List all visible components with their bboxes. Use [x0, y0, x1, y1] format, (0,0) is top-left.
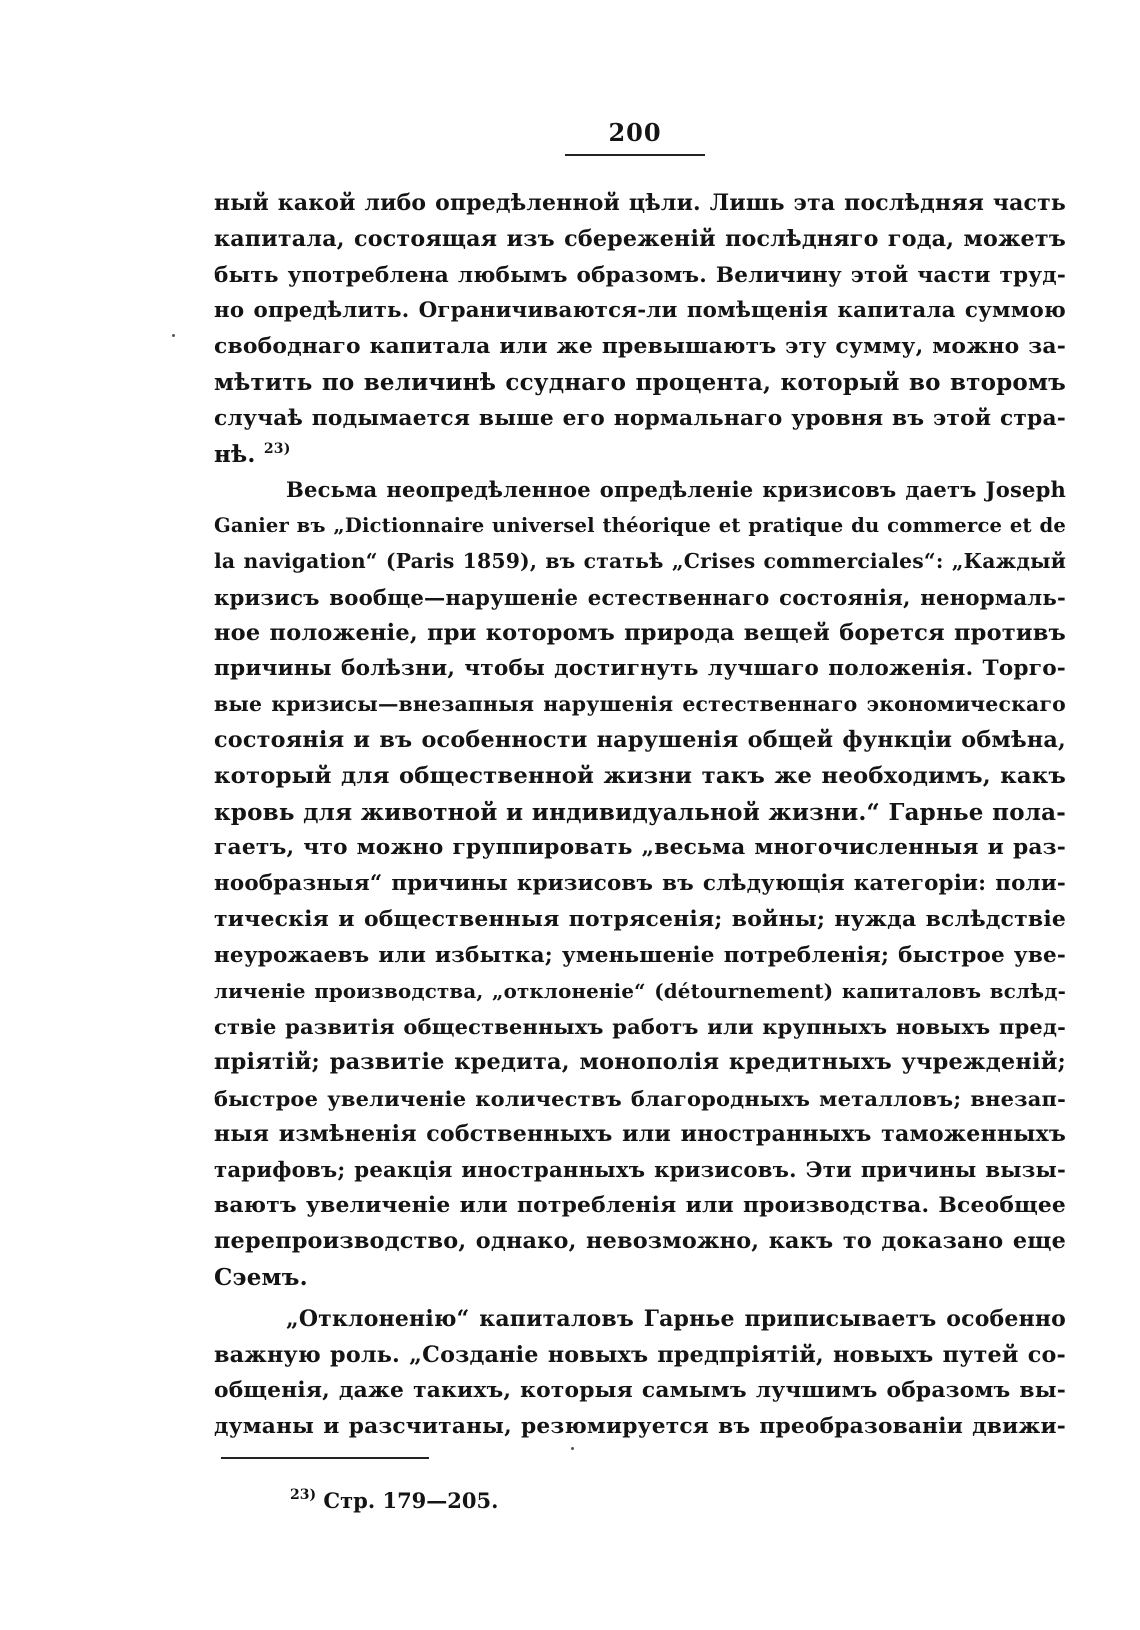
text-line: тическія и общественныя потрясенія; войны; нужда вслѣдствіе: [214, 905, 1066, 932]
footnote-separator: [221, 1457, 429, 1459]
text-line: „Отклоненію“ капиталовъ Гарнье приписываетъ особенно: [286, 1305, 1066, 1332]
footnote-text: Стр. 179—205.: [316, 1488, 499, 1513]
text-line: тарифовъ; реакція иностранныхъ кризисовъ. Эти причины вызы-: [214, 1157, 1066, 1183]
text-line: вые кризисы—внезапныя нарушенія естественнаго экономическаго: [214, 692, 1066, 717]
text-line: который для общественной жизни такъ же необходимъ, какъ: [214, 762, 1066, 789]
paragraph-garnier: [214, 472, 1066, 1295]
text-line: свободнаго капитала или же превышаютъ эту сумму, можно за-: [214, 333, 1066, 360]
text-line: случаѣ подымается выше его нормальнаго уровня въ этой стра-: [214, 405, 1066, 431]
text-line: Сэемъ.: [214, 1263, 308, 1291]
text-line: ныя измѣненія собственныхъ или иностранныхъ таможенныхъ: [214, 1120, 1066, 1147]
text-line: гаетъ, что можно группировать „весьма многочисленныя и раз-: [214, 835, 1066, 861]
text-line: перепроизводство, однако, невозможно, какъ то доказано еще: [214, 1228, 1066, 1255]
text-line: [214, 437, 1066, 473]
text-line: личеніе производства, „отклоненіе“ (détournement) капиталовъ вслѣд-: [214, 978, 1066, 1003]
text-line: la navigation“ (Paris 1859), въ статьѣ „Crises commerciales“: „Каждый: [214, 548, 1066, 573]
footnote: [290, 1488, 498, 1513]
paragraph-continuation: [214, 186, 1066, 472]
text-line: нообразныя“ причины кризисовъ въ слѣдующія категоріи: поли-: [214, 871, 1066, 897]
scan-speck: [172, 334, 175, 337]
text-line: ное положеніе, при которомъ природа вещей борется противъ: [214, 619, 1066, 646]
text-line: состоянія и въ особенности нарушенія общей функціи обмѣна,: [214, 726, 1066, 753]
page-number: 200: [608, 118, 662, 147]
text-line: мѣтить по величинѣ ссуднаго процента, который во второмъ: [214, 368, 1066, 396]
text-line: думаны и разсчитаны, резюмируется въ преобразованіи движи-: [214, 1414, 1066, 1440]
paragraph-deviation: [214, 1302, 1066, 1445]
text-line: капитала, состоящая изъ сбереженій послѣдняго года, можетъ: [214, 225, 1066, 252]
footnote-reference[interactable]: 23): [263, 440, 291, 457]
text-line: Весьма неопредѣленное опредѣленіе кризисовъ даетъ Joseph: [286, 477, 1066, 503]
text-line: кризисъ вообще—нарушеніе естественнаго состоянія, ненормаль-: [214, 584, 1066, 610]
text-line: важную роль. „Созданіе новыхъ предпріятій, новыхъ путей со-: [214, 1341, 1066, 1368]
footnote-marker: 23): [290, 1487, 317, 1503]
text-line: ваютъ увеличеніе или потребленія или производства. Всеобщее: [214, 1193, 1066, 1219]
text-line: пріятій; развитіе кредита, монополія кредитныхъ учрежденій;: [214, 1049, 1066, 1076]
page-number-rule: [565, 154, 705, 156]
text-line: быть употреблена любымъ образомъ. Величину этой части труд-: [214, 262, 1066, 288]
text-line: неурожаевъ или избытка; уменьшеніе потребленія; быстрое уве-: [214, 942, 1066, 968]
text-line-end: нѣ.: [214, 440, 256, 468]
text-line: но опредѣлить. Ограничиваются-ли помѣщенія капитала суммою: [214, 298, 1066, 324]
text-line: общенія, даже такихъ, которыя самымъ лучшимъ образомъ вы-: [214, 1378, 1066, 1404]
text-line: Ganier въ „Dictionnaire universel théorique et pratique du commerce et de: [214, 514, 1066, 538]
text-line: причины болѣзни, чтобы достигнуть лучшаго положенія. Торго-: [214, 656, 1066, 682]
scan-speck: [571, 1447, 574, 1450]
text-line: ный какой либо опредѣленной цѣли. Лишь эта послѣдняя часть: [214, 190, 1066, 216]
text-line: быстрое увеличеніе количествъ благородныхъ металловъ; внезап-: [214, 1085, 1066, 1111]
body-text: [214, 186, 1066, 1445]
text-line: ствіе развитія общественныхъ работъ или крупныхъ новыхъ пред-: [214, 1014, 1066, 1040]
text-line: кровь для животной и индивидуальной жизни.“ Гарнье пола-: [214, 798, 1066, 826]
